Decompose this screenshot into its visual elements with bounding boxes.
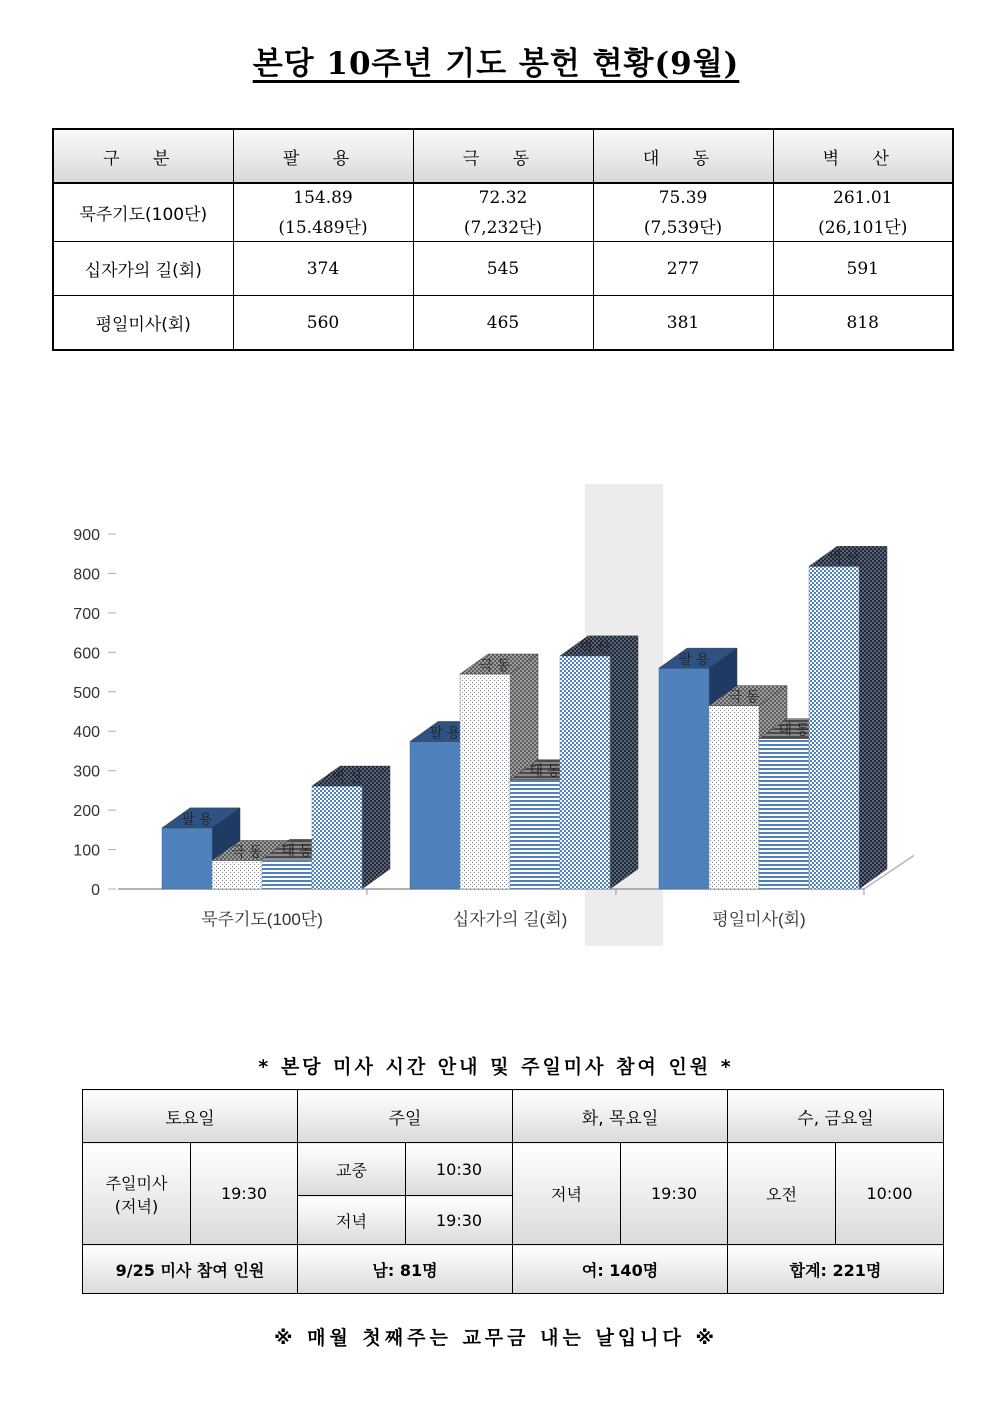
y-tick-label: 500	[73, 684, 100, 702]
bar-side	[859, 546, 887, 889]
cell-value: 261.01	[833, 187, 893, 208]
cell-value: 72.32	[478, 187, 528, 208]
y-tick-label: 400	[73, 724, 100, 742]
footnote: ※ 매월 첫째주는 교무금 내는 날입니다 ※	[274, 1327, 718, 1349]
wed-fri-time: 10:00	[836, 1143, 944, 1245]
cell-subvalue: (7,539단)	[643, 217, 723, 238]
saturday-label-line1: 주일미사	[105, 1173, 168, 1193]
table-cell: 381	[593, 296, 773, 351]
bar-front	[809, 566, 859, 889]
y-tick-label: 300	[73, 763, 100, 781]
header-category: 구 분	[53, 129, 233, 183]
bar-front	[460, 674, 510, 889]
bar-side	[362, 766, 390, 889]
y-tick-label: 900	[73, 527, 100, 544]
tue-thu-time: 19:30	[621, 1143, 728, 1245]
mass-schedule-table	[82, 1089, 944, 1294]
sunday-time-1: 10:30	[406, 1143, 513, 1196]
attendance-label: 9/25 미사 참여 인원	[83, 1245, 298, 1294]
bar-label: 팔 용	[181, 810, 213, 827]
bar-label: 벽 산	[579, 638, 611, 655]
bar-label: 팔 용	[678, 651, 710, 668]
saturday-label-line2: (저녁)	[114, 1196, 159, 1216]
bar-front	[759, 739, 809, 889]
bar-label: 대 동	[281, 842, 313, 859]
saturday-label	[83, 1143, 191, 1245]
attendance-total: 합계: 221명	[728, 1245, 944, 1294]
bar	[560, 636, 638, 889]
bar-side	[610, 636, 638, 889]
table-cell: 560	[233, 296, 413, 351]
bar-front	[162, 828, 212, 889]
row-label: 묵주기도(100단)	[53, 183, 233, 242]
bar-front	[560, 656, 610, 889]
y-tick-label: 800	[73, 566, 100, 584]
y-tick-label: 100	[73, 842, 100, 860]
table-row	[53, 183, 953, 242]
row-label: 평일미사(회)	[53, 296, 233, 351]
header-geukdong: 극 동	[413, 129, 593, 183]
sunday-time-2: 19:30	[406, 1196, 513, 1245]
bar-front	[659, 668, 709, 889]
table-cell: 277	[593, 242, 773, 296]
bar-label: 팔 용	[429, 724, 461, 741]
cell-subvalue: (26,101단)	[818, 217, 908, 238]
bar-front	[212, 860, 262, 889]
table-row	[53, 242, 953, 296]
sunday-label-2: 저녁	[298, 1196, 406, 1245]
header-byeoksan: 벽 산	[773, 129, 953, 183]
cell-subvalue: (7,232단)	[463, 217, 543, 238]
cell-value: 154.89	[293, 187, 353, 208]
table-row	[53, 296, 953, 351]
attendance-row	[83, 1245, 944, 1294]
bar-front	[709, 706, 759, 889]
bar-chart	[54, 480, 914, 950]
x-tick-label: 묵주기도(100단)	[201, 910, 323, 929]
header-palyong: 팔 용	[233, 129, 413, 183]
table-cell: 374	[233, 242, 413, 296]
tue-thu-label: 저녁	[513, 1143, 621, 1245]
saturday-time: 19:30	[191, 1143, 298, 1245]
bar-label: 극 동	[231, 843, 263, 860]
header-tue-thu: 화, 목요일	[513, 1090, 728, 1143]
bar-label: 벽 산	[828, 549, 860, 566]
bar-label: 대 동	[778, 721, 810, 738]
table-header-row	[53, 129, 953, 183]
header-wed-fri: 수, 금요일	[728, 1090, 944, 1143]
bar-front	[262, 859, 312, 889]
bar-front	[410, 741, 460, 889]
table-cell	[413, 183, 593, 242]
table-cell	[233, 183, 413, 242]
y-tick-label: 0	[91, 882, 100, 899]
x-tick-label: 평일미사(회)	[712, 910, 806, 929]
prayer-stats-table	[52, 128, 954, 351]
bar-front	[312, 786, 362, 889]
table-cell	[773, 183, 953, 242]
wed-fri-label: 오전	[728, 1143, 836, 1245]
bar-label: 벽 산	[331, 769, 363, 786]
header-daedong: 대 동	[593, 129, 773, 183]
page-title: 본당 10주년 기도 봉헌 현황(9월)	[252, 46, 740, 82]
table-cell: 465	[413, 296, 593, 351]
table-cell: 545	[413, 242, 593, 296]
table-cell: 591	[773, 242, 953, 296]
attendance-female: 여: 140명	[513, 1245, 728, 1294]
y-tick-label: 700	[73, 605, 100, 623]
bar-label: 대 동	[529, 762, 561, 779]
y-tick-label: 600	[73, 645, 100, 663]
attendance-male: 남: 81명	[298, 1245, 513, 1294]
schedule-row	[83, 1143, 944, 1196]
bar	[809, 546, 887, 889]
cell-value: 75.39	[658, 187, 708, 208]
row-label: 십자가의 길(회)	[53, 242, 233, 296]
schedule-title: * 본당 미사 시간 안내 및 주일미사 참여 인원 *	[258, 1056, 734, 1078]
header-sunday: 주일	[298, 1090, 513, 1143]
schedule-header-row	[83, 1090, 944, 1143]
bar-label: 극 동	[479, 657, 511, 674]
cell-subvalue: (15.489단)	[278, 217, 368, 238]
y-tick-label: 200	[73, 803, 100, 821]
table-cell	[593, 183, 773, 242]
table-cell: 818	[773, 296, 953, 351]
sunday-label-1: 교중	[298, 1143, 406, 1196]
bar-front	[510, 780, 560, 889]
bar-label: 극 동	[728, 688, 760, 705]
x-tick-label: 십자가의 길(회)	[452, 910, 568, 929]
header-saturday: 토요일	[83, 1090, 298, 1143]
